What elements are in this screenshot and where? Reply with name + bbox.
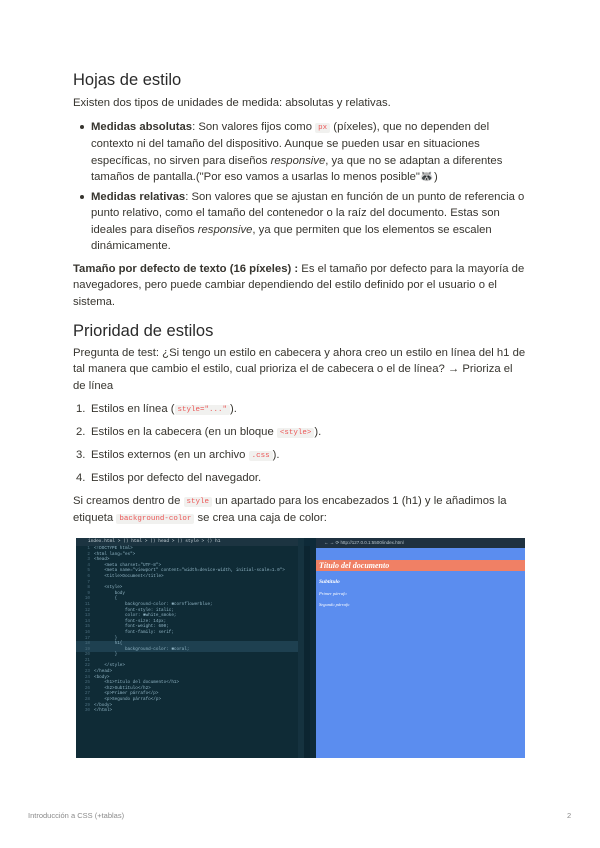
line-number: 19 — [84, 646, 90, 652]
inline-code: <style> — [277, 428, 315, 438]
line-code: color: ■white_smoke; — [94, 613, 177, 619]
line-code: } — [94, 652, 118, 658]
intro-paragraph: Existen dos tipos de unidades de medida: absolutas y relativas. — [73, 97, 391, 109]
line-code: font-family: serif; — [94, 629, 174, 635]
browser-preview — [316, 538, 525, 758]
line-code: </html> — [94, 708, 113, 714]
line-number: 14 — [84, 618, 90, 624]
preview-p2: Segundo párrafo — [319, 602, 350, 607]
line-code: h1{ — [94, 641, 123, 647]
line-number: 9 — [87, 590, 90, 596]
line-code: font-style: italic; — [94, 607, 174, 613]
priority-text: Estilos en línea ( style="..." ). — [91, 403, 237, 415]
inline-code: style — [184, 497, 213, 507]
line-code: <body> — [94, 674, 110, 680]
line-code: <head> — [94, 557, 110, 563]
line-code: </style> — [94, 663, 125, 669]
editor-minimap — [304, 546, 310, 758]
line-number: 4 — [87, 562, 90, 568]
code-editor — [76, 538, 298, 758]
preview-h1: Título del documento — [316, 560, 525, 571]
line-code: <meta charset="UTF-8"> — [94, 562, 162, 568]
line-code: <h2>Subtítulo</h2> — [94, 685, 151, 691]
line-code: <meta name="viewport" content="width=device-width, initial-scale=1.0"> — [94, 568, 285, 574]
line-number: 3 — [87, 557, 90, 563]
line-code: background-color: ■coral; — [94, 646, 190, 652]
line-number: 26 — [84, 685, 90, 691]
line-number: 6 — [87, 573, 90, 579]
background-color-paragraph: Si creamos dentro de style un apartado para los encabezados 1 (h1) y le añadimos la etiqueta background-color se crea una caja de color: — [73, 495, 507, 525]
line-code: font-size: 14px; — [94, 618, 167, 624]
line-code: </head> — [94, 669, 113, 675]
line-number: 24 — [84, 674, 90, 680]
line-code: <h1>Título del documento</h1> — [94, 680, 180, 686]
browser-url: http://127.0.0.1:5500/index.html — [340, 540, 404, 545]
line-code: </body> — [94, 702, 113, 708]
inline-code: .css — [249, 451, 273, 461]
line-number: 21 — [84, 657, 90, 663]
browser-address-bar: ← → ⟳ http://127.0.0.1:5500/index.html — [316, 538, 525, 548]
test-question: Pregunta de test: ¿Si tengo un estilo en cabecera y ahora creo un estilo en línea del h1 de tal manera que cambio el estilo, cual prioriza el de cabecera o el de línea? → Prioriza el de línea — [73, 347, 526, 392]
line-code: <!DOCTYPE html> — [94, 546, 133, 551]
line-number: 12 — [84, 607, 90, 613]
line-number: 29 — [84, 702, 90, 708]
line-code: } — [94, 635, 118, 641]
section-heading-hojas-de-estilo: Hojas de estilo — [73, 71, 182, 89]
line-number: 18 — [84, 641, 90, 647]
list-number: 1. — [76, 403, 86, 415]
line-code: <title>Document</title> — [94, 573, 164, 579]
line-number: 15 — [84, 624, 90, 630]
line-number: 5 — [87, 568, 90, 574]
line-code: background-color: ■cornflowerblue; — [94, 601, 213, 607]
list-number: 2. — [76, 426, 86, 438]
bullet-text: Medidas relativas: Son valores que se ajustan en función de un punto de referencia o punto relativo, como el tamaño del contenedor o la raíz del documento. Estas son ideales para diseños responsive, ya que permiten que los elementos se escalen dinámicamente. — [91, 191, 525, 252]
line-number: 17 — [84, 635, 90, 641]
editor-breadcrumb: index.html > ⟨⟩ html > ⟨⟩ head > ⟨⟩ style > ⟨⟩ h1 — [76, 538, 298, 546]
line-code: <p>Primer párrafo</p> — [94, 691, 159, 697]
code-line — [76, 708, 298, 714]
bullet-text: Medidas absolutas: Son valores fijos como px (píxeles), que no dependen del contexto ni del tamaño del dispositivo. Aunque se pueden usar en situaciones específicas, no sirven para diseños responsive, ya que no se adaptan a diferentes tamaños de pantalla.("Por eso vamos a usarlas lo menos posible"🦝) — [91, 121, 503, 183]
line-number: 8 — [87, 585, 90, 591]
default-size-note: Tamaño por defecto de texto (16 píxeles) : Es el tamaño por defecto para la mayoría de navegadores, pero puede cambiar dependiendo del estilo definido por el usuario o el sistema. — [73, 263, 525, 308]
line-code: body — [94, 590, 125, 596]
line-code: font-weight: 600; — [94, 624, 169, 630]
line-code: <p>Segundo párrafo</p> — [94, 697, 162, 703]
line-number: 28 — [84, 697, 90, 703]
priority-text: Estilos en la cabecera (en un bloque <style> ). — [91, 426, 322, 438]
section-heading-prioridad: Prioridad de estilos — [73, 322, 214, 340]
bullet-dot — [80, 195, 84, 199]
inline-code: style="..." — [175, 405, 231, 415]
line-number: 25 — [84, 680, 90, 686]
line-number: 22 — [84, 663, 90, 669]
preview-p1: Primer párrafo — [319, 591, 347, 596]
list-number: 3. — [76, 449, 86, 461]
footer-title: Introducción a CSS (+tablas) — [28, 811, 125, 820]
list-number: 4. — [76, 472, 86, 484]
line-number: 2 — [87, 551, 90, 557]
line-number: 10 — [84, 596, 90, 602]
footer-page-number: 2 — [567, 811, 572, 820]
bullet-dot — [80, 125, 84, 129]
line-code: <html lang="es"> — [94, 551, 136, 557]
line-number: 20 — [84, 652, 90, 658]
priority-text: Estilos por defecto del navegador. — [91, 472, 262, 484]
line-number: 30 — [84, 708, 90, 714]
preview-h2: Subtítulo — [319, 579, 340, 585]
line-number: 23 — [84, 669, 90, 675]
line-number: 16 — [84, 629, 90, 635]
code-lines — [76, 546, 298, 714]
line-number: 1 — [87, 546, 90, 551]
priority-text: Estilos externos (en un archivo .css ). — [91, 449, 280, 461]
line-number: 13 — [84, 613, 90, 619]
inline-code: background-color — [116, 514, 194, 524]
editor-browser-screenshot — [76, 538, 525, 758]
line-code: <style> — [94, 585, 123, 591]
line-number: 7 — [87, 579, 90, 585]
inline-code: px — [315, 123, 330, 133]
line-number: 27 — [84, 691, 90, 697]
line-number: 11 — [84, 601, 90, 607]
line-code: { — [94, 596, 118, 602]
